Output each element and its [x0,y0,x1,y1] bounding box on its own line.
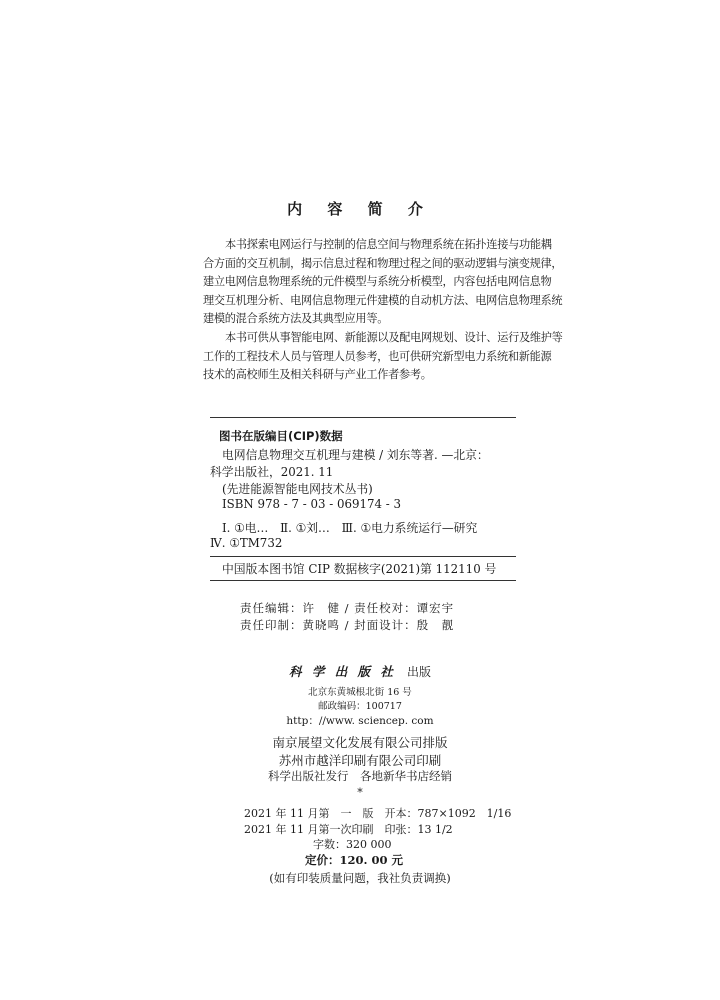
cip-classification-line: Ⅰ. ①电… Ⅱ. ①刘… Ⅲ. ①电力系统运行—研究 [222,521,478,535]
printer-line: 苏州市越洋印刷有限公司印刷 [278,753,442,768]
cip-heading: 图书在版编目(CIP)数据 [219,429,343,443]
printing-line: 2021 年 11 月第一次印刷 印张：13 1/2 [244,823,453,836]
publisher-url: http：//www. sciencep. com [286,715,434,727]
intro-title: 内 容 简 介 [287,200,433,218]
intro-paragraph-1-line: 建立电网信息物理系统的元件模型与系统分析模型，内容包括电网信息物 [203,275,552,288]
cip-top-rule [210,417,516,418]
intro-paragraph-1-line: 合方面的交互机制，揭示信息过程和物理过程之间的驱动逻辑与演变规律， [203,256,563,270]
cip-approval-number: 中国版本图书馆 CIP 数据核字(2021)第 112110 号 [222,562,497,576]
intro-paragraph-1-line: 理交互机理分析、电网信息物理元件建模的自动机方法、电网信息物理系统 [203,293,563,307]
publisher-suffix: 出版 [407,665,432,679]
distribution-line: 科学出版社发行 各地新华书店经销 [268,769,452,783]
star-separator: * [357,786,363,799]
cip-publisher-line: 科学出版社，2021. 11 [210,465,334,479]
publisher-logotype: 科 学 出 版 社 [288,664,396,679]
intro-paragraph-1-line: 建模的混合系统方法及其典型应用等。 [203,312,389,325]
price: 定价：120. 00 元 [305,853,404,867]
quality-notice: (如有印装质量问题，我社负责调换) [269,871,451,885]
word-count: 字数：320 000 [313,838,392,851]
intro-paragraph-1-line: 本书探索电网运行与控制的信息空间与物理系统在拓扑连接与功能耦 [225,238,552,251]
editor-credits: 责任编辑：许 健 / 责任校对：谭宏宇 [240,601,455,615]
typesetter-line: 南京展望文化发展有限公司排版 [272,735,448,750]
production-credits: 责任印制：黄晓鸣 / 封面设计：殷 靓 [240,618,455,632]
publisher-address: 北京东黄城根北街 16 号 [308,687,412,698]
cip-title-line: 电网信息物理交互机理与建模 / 刘东等著. —北京： [222,448,489,462]
cip-series-line: (先进能源智能电网技术丛书) [222,482,373,496]
edition-line: 2021 年 11 月第 一 版 开本：787×1092 1/16 [244,807,512,820]
intro-paragraph-1 [203,236,563,329]
intro-paragraph-2-line: 技术的高校师生及相关科研与产业工作者参考。 [203,368,432,381]
cip-isbn: ISBN 978 - 7 - 03 - 069174 - 3 [222,497,401,511]
intro-paragraph-2-line: 本书可供从事智能电网、新能源以及配电网规划、设计、运行及维护等 [225,331,563,344]
publisher-line [0,661,720,680]
intro-paragraph-2-line: 工作的工程技术人员与管理人员参考，也可供研究新型电力系统和新能源 [203,349,552,363]
publisher-postcode: 邮政编码：100717 [318,701,402,712]
cip-middle-rule [210,556,516,557]
cip-classification-line: Ⅳ. ①TM732 [210,536,283,550]
cip-bottom-rule [210,580,516,581]
intro-paragraph-2 [203,329,563,385]
